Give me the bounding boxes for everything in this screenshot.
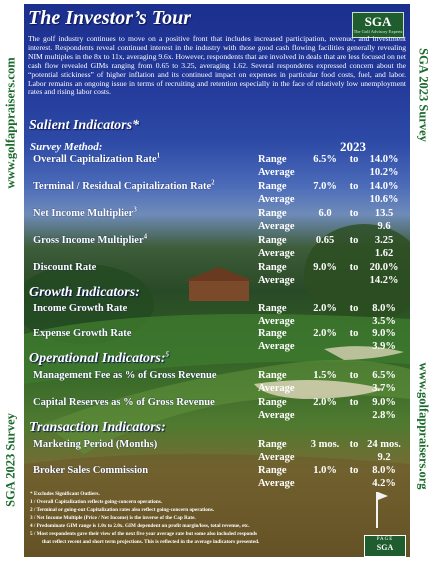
average-value: 9.2 (377, 452, 391, 463)
range-low: 6.0 (318, 208, 332, 219)
survey-year: 2023 (340, 139, 366, 154)
range-high: 13.5 (374, 208, 394, 219)
range-high: 20.0% (369, 262, 399, 273)
average-label: Average (258, 275, 295, 286)
range-to: to (349, 397, 359, 408)
average-value: 9.6 (377, 221, 391, 232)
range-label: Range (258, 208, 287, 219)
row-label: Overall Capitalization Rate$^1$ (33, 151, 161, 165)
indicator-row-overall-cap-rate (24, 151, 410, 182)
average-label: Average (258, 167, 295, 178)
average-value: 3.7% (372, 383, 396, 394)
average-label: Average (258, 248, 295, 259)
range-high: 14.0% (369, 181, 399, 192)
transaction-heading: Transaction Indicators: (29, 420, 166, 435)
range-label: Range (258, 303, 287, 314)
range-low: 3 mos. (310, 439, 340, 450)
range-to: to (349, 328, 359, 339)
range-to: to (349, 303, 359, 314)
page-word: PAGE (376, 537, 394, 542)
range-high: 6.5% (372, 370, 396, 381)
footnote: 1 / Overall Capitalization reflects going-concern operations. (30, 499, 163, 505)
page-title: The Investor’s Tour (28, 7, 191, 29)
row-label: Management Fee as % of Gross Revenue (33, 370, 217, 381)
average-value: 3.5% (372, 316, 396, 327)
range-low: 1.5% (313, 370, 337, 381)
indicator-row-terminal-cap-rate (24, 178, 410, 209)
operational-heading: Operational Indicators:$^5$ (29, 350, 170, 366)
range-label: Range (258, 154, 287, 165)
range-low: 2.0% (313, 303, 337, 314)
footnote: * Excludes Significant Outliers. (30, 491, 100, 497)
right-survey-text: SGA 2023 Survey (416, 48, 431, 143)
average-value: 14.2% (369, 275, 399, 286)
range-label: Range (258, 465, 287, 476)
page-badge (364, 535, 406, 557)
logo-mark: SGA (364, 14, 392, 29)
average-label: Average (258, 194, 295, 205)
survey-method-label: Survey Method: (30, 141, 103, 153)
average-label: Average (258, 410, 295, 421)
indicator-row-broker-commission (24, 465, 410, 493)
range-to: to (349, 235, 359, 246)
range-high: 3.25 (374, 235, 394, 246)
range-high: 9.0% (372, 397, 396, 408)
range-high: 8.0% (372, 303, 396, 314)
range-to: to (349, 208, 359, 219)
range-to: to (349, 262, 359, 273)
range-to: to (349, 439, 359, 450)
average-value: 10.2% (369, 167, 399, 178)
logo-subtitle: The Golf Advisory Experts (353, 29, 403, 34)
range-high: 24 mos. (367, 439, 401, 450)
average-label: Average (258, 316, 295, 327)
range-label: Range (258, 328, 287, 339)
range-high: 9.0% (372, 328, 396, 339)
footnotes (30, 490, 380, 546)
average-value: 4.2% (372, 478, 396, 489)
row-label: Terminal / Residual Capitalization Rate$^2$ (33, 178, 215, 192)
range-label: Range (258, 439, 287, 450)
row-label: Income Growth Rate (33, 303, 128, 314)
poster-panel (24, 4, 410, 557)
average-label: Average (258, 383, 295, 394)
average-value: 2.8% (372, 410, 396, 421)
range-low: 9.0% (313, 262, 337, 273)
range-label: Range (258, 397, 287, 408)
average-value: 10.6% (369, 194, 399, 205)
average-value: 3.9% (372, 341, 396, 352)
average-label: Average (258, 452, 295, 463)
row-label: Marketing Period (Months) (33, 439, 158, 450)
row-label: Net Income Multiplier$^3$ (33, 205, 137, 219)
average-label: Average (258, 478, 295, 489)
row-label: Broker Sales Commission (33, 465, 149, 476)
left-website-text: www.golfappraisers.com (3, 57, 18, 190)
growth-heading: Growth Indicators: (29, 285, 140, 300)
average-value: 1.62 (374, 248, 394, 259)
range-label: Range (258, 181, 287, 192)
range-low: 1.0% (313, 465, 337, 476)
row-label: Gross Income Multiplier$^4$ (33, 232, 148, 246)
salient-heading: Salient Indicators* (29, 118, 140, 133)
range-to: to (349, 465, 359, 476)
range-low: 2.0% (313, 397, 337, 408)
range-to: to (349, 154, 359, 165)
range-low: 6.5% (313, 154, 337, 165)
indicator-row-net-income-multiplier (24, 205, 410, 236)
footnote: 4 / Predominate GIM range is 1.0x to 2.0x. GIM dependent on profit margin/loss, total revenue, etc. (30, 523, 250, 529)
average-label: Average (258, 341, 295, 352)
range-label: Range (258, 235, 287, 246)
footnote: 3 / Net Income Multiple (Price / Net Income) is the inverse of the Cap Rate. (30, 515, 196, 521)
indicator-row-management-fee (24, 370, 410, 398)
row-label: Capital Reserves as % of Gross Revenue (33, 397, 215, 408)
right-website-text: www.golfappraisers.org (416, 362, 431, 490)
range-low: 2.0% (313, 328, 337, 339)
left-survey-text: SGA 2023 Survey (3, 413, 18, 507)
range-low: 7.0% (313, 181, 337, 192)
intro-paragraph: The golf industry continues to move on a positive front that includes increased participation, revenue, and investment interest. Respondents reveal continued interest in the industry with those good cash flowing facilities generally revealing NIM multiples in the 8x to 11x, averaging 9.6x. However, respondents that are involved in deals that are less focused on net cash flow revealed GIMs ranging from 0.65 to 3.25, averaging 1.62. Several respondents expressed concern about the “potential stickiness” of higher inflation and its continued impact on expenses in particular food costs, fuel, and labor. Labor remains an ongoing issue in terms of recruiting and retention especially in the face of relatively low unemployment rates and rising labor costs. (28, 34, 406, 97)
left-side-strip (0, 0, 22, 561)
range-label: Range (258, 262, 287, 273)
range-to: to (349, 370, 359, 381)
indicator-row-income-growth (24, 303, 410, 331)
row-label: Discount Rate (33, 262, 97, 273)
range-low: 0.65 (315, 235, 335, 246)
range-label: Range (258, 370, 287, 381)
footnote: 2 / Terminal or going-out Capitalization rates also reflect going-concern operations. (30, 507, 215, 513)
row-label: Expense Growth Rate (33, 328, 132, 339)
average-label: Average (258, 221, 295, 232)
range-high: 14.0% (369, 154, 399, 165)
indicator-row-gross-income-multiplier (24, 232, 410, 263)
indicator-row-marketing-period (24, 439, 410, 467)
range-high: 8.0% (372, 465, 396, 476)
footnote: 5 / Most respondents gave their view of the next five year average rate but some also included responds (30, 531, 257, 537)
footnote: that reflect recent and short term projections. This is reflected in the average indicators presented. (42, 539, 260, 545)
page-mark: SGA (376, 543, 394, 552)
range-to: to (349, 181, 359, 192)
right-side-strip (412, 0, 434, 561)
